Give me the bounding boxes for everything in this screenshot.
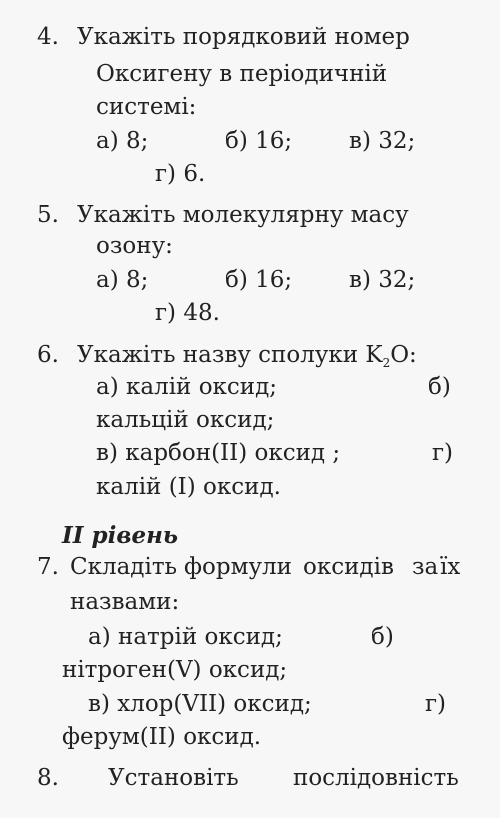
q7-option-b-text: нітроген(V) оксид; <box>62 657 288 683</box>
q7-line2: назвами: <box>70 589 180 615</box>
q6-option-c: в) карбон(II) оксид ; <box>96 440 341 466</box>
q4-option-d: г) 6. <box>155 161 206 187</box>
q8-number: 8. <box>37 765 59 791</box>
q7-option-d-marker: г) <box>425 691 447 717</box>
q7-word3: оксидів <box>303 554 394 580</box>
q7-option-d-text: ферум(II) оксид. <box>62 724 262 750</box>
q5-option-a: а) 8; <box>96 267 149 293</box>
q7-option-b-marker: б) <box>371 624 394 650</box>
q4-title-line1: Укажіть порядковий номер <box>77 24 410 50</box>
q8-word1: Установіть <box>108 765 239 791</box>
q6-number: 6. <box>37 342 59 368</box>
q7-word1: Складіть <box>70 554 178 580</box>
q5-option-d: г) 48. <box>155 300 220 326</box>
q6-title: Укажіть назву сполуки $K_2O$: <box>77 342 417 370</box>
q7-number: 7. <box>37 554 59 580</box>
q5-title-line2: озону: <box>96 233 173 259</box>
q4-title-line2: Оксигену в періодичній <box>96 61 388 87</box>
q5-option-c: в) 32; <box>349 267 416 293</box>
q7-option-a: а) натрій оксид; <box>88 624 283 650</box>
q7-word4: за <box>412 554 439 580</box>
q7-option-c: в) хлор(VII) оксид; <box>88 691 312 717</box>
q4-title-line3: системі: <box>96 94 197 120</box>
q4-option-c: в) 32; <box>349 128 416 154</box>
q6-option-d-marker: г) <box>432 440 454 466</box>
q5-option-b: б) 16; <box>225 267 293 293</box>
q4-option-b: б) 16; <box>225 128 293 154</box>
q8-word2: послідовність <box>293 765 459 791</box>
q7-word2: формули <box>184 554 292 580</box>
q6-option-d-text: калій (I) оксид. <box>96 474 281 500</box>
q6-option-a: а) калій оксид; <box>96 374 278 400</box>
level-heading: II рівень <box>62 522 179 549</box>
q7-word5: їх <box>440 554 461 580</box>
q4-number: 4. <box>37 24 59 50</box>
q4-option-a: а) 8; <box>96 128 149 154</box>
q6-option-b-marker: б) <box>428 374 451 400</box>
q6-option-b-text: кальцій оксид; <box>96 407 275 433</box>
q5-title-line1: Укажіть молекулярну масу <box>77 202 409 228</box>
q5-number: 5. <box>37 202 59 228</box>
